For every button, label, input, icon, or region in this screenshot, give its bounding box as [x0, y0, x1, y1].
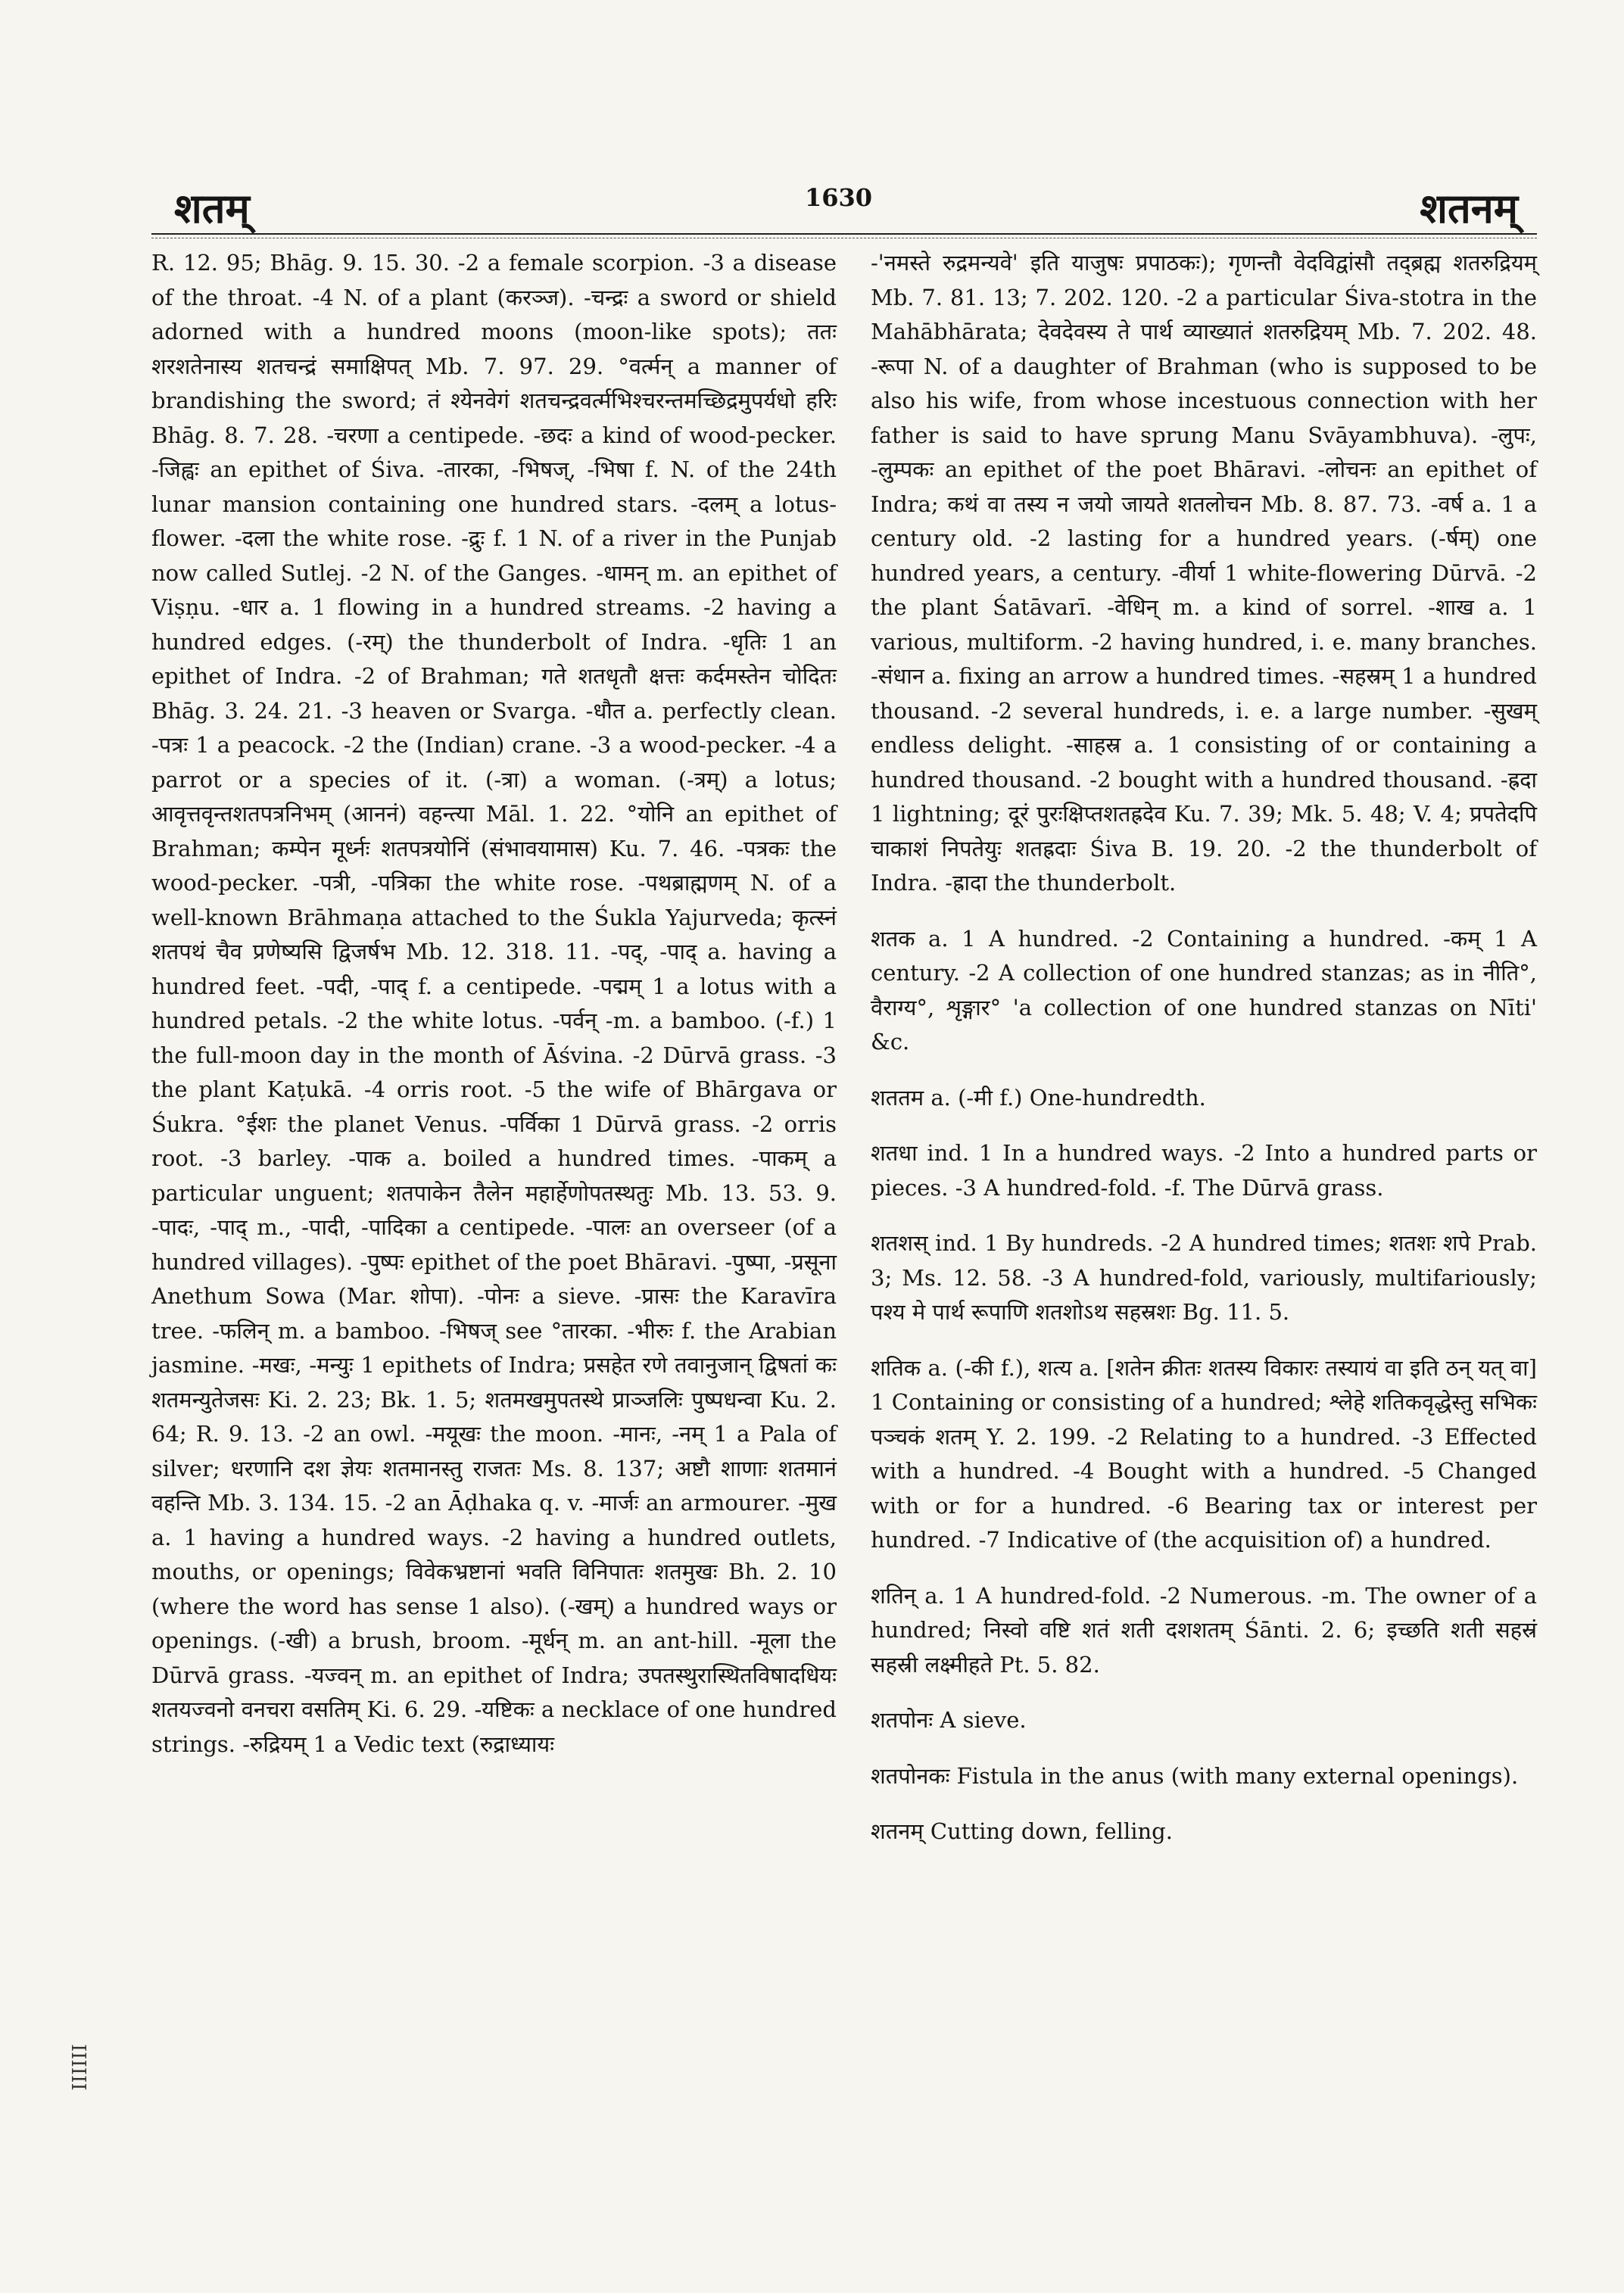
dictionary-entry: शतिन् a. 1 A hundred-fold. -2 Numerous. -m. The owner of a hundred; निस्वो वष्टि शतं शती दशशतम् Śānti. 2. 6; इच्छति शती सहस्रं सहस्री लक्ष्मीहते Pt. 5. 82.: [871, 1582, 1537, 1678]
dictionary-entry-continued: R. 12. 95; Bhāg. 9. 15. 30. -2 a female scorpion. -3 a disease of the throat. -4 N. of a plant (करञ्ज). -चन्द्रः a sword or shield adorned with a hundred moons (moon-like spots); ततः शरशतेनास्य शतचन्द्रं समाक्षिपत् Mb. 7. 97. 29. °वर्त्मन् a manner of brandishing the sword; तं श्येनवेगं शतचन्द्रवर्त्मभिश्चरन्तमच्छिद्रमुपर्यधो हरिः Bhāg. 8. 7. 28. -चरणा a centipede. -छदः a kind of wood-pecker. -जिह्वः an epithet of Śiva. -तारका, -भिषज्, -भिषा f. N. of the 24th lunar mansion containing one hundred stars. -दलम् a lotus-flower. -दला the white rose. -द्रुः f. 1 N. of a river in the Punjab now called Sutlej. -2 N. of the Ganges. -धामन् m. an epithet of Viṣṇu. -धार a. 1 flowing in a hundred streams. -2 having a hundred edges. (-रम्) the thunderbolt of Indra. -धृतिः 1 an epithet of Indra. -2 of Brahman; गते शतधृतौ क्षत्तः कर्दमस्तेन चोदितः Bhāg. 3. 24. 21. -3 heaven or Svarga. -धौत a. perfectly clean. -पत्रः 1 a peacock. -2 the (Indian) crane. -3 a wood-pecker. -4 a parrot or a species of it. (-त्रा) a woman. (-त्रम्) a lotus; आवृत्तवृन्तशतपत्रनिभम् (आननं) वहन्त्या Māl. 1. 22. °योनि an epithet of Brahman; कम्पेन मूर्ध्नः शतपत्रयोनिं (संभावयामास) Ku. 7. 46. -पत्रकः the wood-pecker. -पत्री, -पत्रिका the white rose. -पथब्राह्मणम् N. of a well-known Brāhmaṇa attached to the Śukla Yajurveda; कृत्स्नं शतपथं चैव प्रणेष्यसि द्विजर्षभ Mb. 12. 318. 11. -पद्, -पाद् a. having a hundred feet. -पदी, -पाद् f. a centipede. -पद्मम् 1 a lotus with a hundred petals. -2 the white lotus. -पर्वन् -m. a bamboo. (-f.) 1 the full-moon day in the month of Āśvina. -2 Dūrvā grass. -3 the plant Kaṭukā. -4 orris root. -5 the wife of Bhārgava or Śukra. °ईशः the planet Venus. -पर्विका 1 Dūrvā grass. -2 orris root. -3 barley. -पाक a. boiled a hundred times. -पाकम् a particular unguent; शतपाकेन तैलेन महार्हेणोपतस्थतुः Mb. 13. 53. 9. -पादः, -पाद् m., -पादी, -पादिका a centipede. -पालः an overseer (of a hundred villages). -पुष्पः epithet of the poet Bhāravi. -पुष्पा, -प्रसूना Anethum Sowa (Mar. शोपा). -पोनः a sieve. -प्रासः the Karavīra tree. -फलिन् m. a bamboo. -भिषज् see °तारका. -भीरुः f. the Arabian jasmine. -मखः, -मन्युः 1 epithets of Indra; प्रसहेत रणे तवानुजान् द्विषतां कः शतमन्युतेजसः Ki. 2. 23; Bk. 1. 5; शतमखमुपतस्थे प्राञ्जलिः पुष्पधन्वा Ku. 2. 64; R. 9. 13. -2 an owl. -मयूखः the moon. -मानः, -नम् 1 a Pala of silver; धरणानि दश ज्ञेयः शतमानस्तु राजतः Ms. 8. 137; अष्टौ शाणाः शतमानं वहन्ति Mb. 3. 134. 15. -2 an Āḍhaka q. v. -मार्जः an armourer. -मुख a. 1 having a hundred ways. -2 having a hundred outlets, mouths, or openings; विवेकभ्रष्टानां भवति विनिपातः शतमुखः Bh. 2. 10 (where the word has sense 1 also). (-खम्) a hundred ways or openings. (-खी) a brush, broom. -मूर्धन् m. an ant-hill. -मूला the Dūrvā grass. -यज्वन् m. an epithet of Indra; उपतस्थुरास्थितविषादधियः शतयज्वनो वनचरा वसतिम् Ki. 6. 29. -यष्टिकः a necklace of one hundred strings. -रुद्रियम् 1 a Vedic text (रुद्राध्यायः: [151, 250, 837, 1757]
dictionary-entry: शतनम् Cutting down, felling.: [871, 1818, 1173, 1844]
dictionary-entry: शतधा ind. 1 In a hundred ways. -2 Into a hundred parts or pieces. -3 A hundred-fold. -f. The Dūrvā grass.: [871, 1140, 1537, 1201]
left-column: [151, 246, 837, 1762]
dictionary-entry: -'नमस्ते रुद्रमन्यवे' इति याजुषः प्रपाठकः); गृणन्तौ वेदविद्वांसौ तद्ब्रह्म शतरुद्रियम् Mb. 7. 81. 13; 7. 202. 120. -2 a particular Śiva-stotra in the Mahābhārata; देवदेवस्य ते पार्थ व्याख्यातं शतरुद्रियम् Mb. 7. 202. 48. -रूपा N. of a daughter of Brahman (who is supposed to be also his wife, from whose incestuous connection with her father is said to have sprung Manu Svāyambhuva). -लुपः, -लुम्पकः an epithet of the poet Bhāravi. -लोचनः an epithet of Indra; कथं वा तस्य न जयो जायते शतलोचन Mb. 8. 87. 73. -वर्ष a. 1 a century old. -2 lasting for a hundred years. (-र्षम्) one hundred years, a century. -वीर्या 1 white-flowering Dūrvā. -2 the plant Śatāvarī. -वेधिन् m. a kind of sorrel. -शाख a. 1 various, multiform. -2 having hundred, i. e. many branches. -संधान a. fixing an arrow a hundred times. -सहस्रम् 1 a hundred thousand. -2 several hundreds, i. e. a large number. -सुखम् endless delight. -साहस्र a. 1 consisting of or containing a hundred thousand. -2 bought with a hundred thousand. -ह्रदा 1 lightning; दूरं पुरःक्षिप्तशतह्रदेव Ku. 7. 39; Mk. 5. 48; V. 4; प्रपतेदपि चाकाशं निपतेयुः शतह्रदाः Śiva B. 19. 20. -2 the thunderbolt of Indra. -ह्रादा the thunderbolt.: [871, 250, 1537, 896]
page-header: [144, 179, 1533, 239]
header-left-word: शतम्: [174, 184, 250, 232]
dictionary-entry: शतपोनकः Fistula in the anus (with many external openings).: [871, 1762, 1519, 1789]
dictionary-entry: शततम a. (-मी f.) One-hundredth.: [871, 1084, 1206, 1111]
page-number: 1630: [804, 183, 873, 212]
dictionary-entry: शतपोनः A sieve.: [871, 1707, 1027, 1733]
margin-mark: IIIIII: [67, 2044, 89, 2091]
right-column: [871, 246, 1537, 1849]
dictionary-entry: शतशस् ind. 1 By hundreds. -2 A hundred times; शतशः शपे Prab. 3; Ms. 12. 58. -3 A hundred-fold, variously, multifariously; पश्य मे पार्थ रूपाणि शतशोऽथ सहस्रशः Bg. 11. 5.: [871, 1230, 1537, 1325]
header-right-word: शतनम्: [1420, 184, 1518, 232]
dictionary-entry: शतक a. 1 A hundred. -2 Containing a hundred. -कम् 1 A century. -2 A collection of one hundred stanzas; as in नीति°, वैराग्य°, शृङ्गार° 'a collection of one hundred stanzas on Nīti' &c.: [871, 925, 1537, 1055]
dictionary-entry: शतिक a. (-की f.), शत्य a. [शतेन क्रीतः शतस्य विकारः तस्यायं वा इति ठन् यत् वा] 1 Containing or consisting of a hundred; श्लेहे शतिकवृद्धेस्तु सभिकः पञ्चकं शतम् Y. 2. 199. -2 Relating to a hundred. -3 Effected with a hundred. -4 Bought with a hundred. -5 Changed with or for a hundred. -6 Bearing tax or interest per hundred. -7 Indicative of (the acquisition of) a hundred.: [871, 1354, 1537, 1553]
header-rule: [151, 233, 1537, 235]
